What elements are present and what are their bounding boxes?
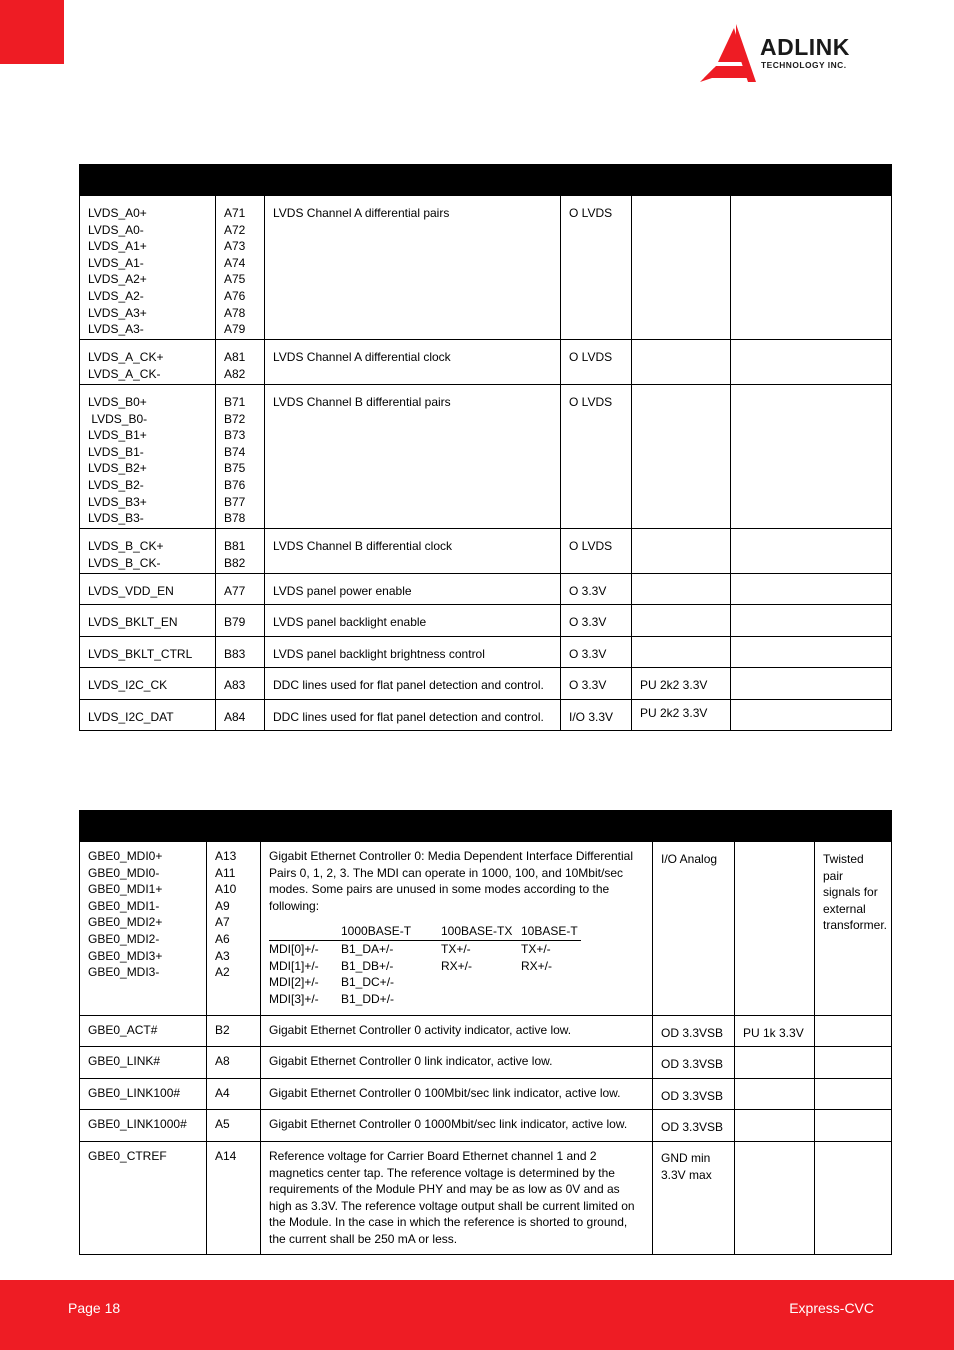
mdi-cell: B1_DA+/- xyxy=(341,941,394,956)
mdi-description: Gigabit Ethernet Controller 0: Media Dependent Interface Differential Pairs 0, 1, 2, 3. The MDI can operate in 1000, 100, and 10Mbit/sec modes. Some pairs are unused in some modes according to the following: xyxy=(269,849,633,913)
mdi-cell: MDI[0]+/- xyxy=(269,941,319,956)
signal-cell: LVDS_BKLT_EN xyxy=(80,605,216,637)
pu-pd-cell: PU 2k2 3.3V xyxy=(632,668,731,700)
pin-cell: A13 A11 A10 A9 A7 A6 A3 A2 xyxy=(207,842,261,1016)
io-cell: I/O Analog xyxy=(653,842,735,1016)
mdi-cell: MDI[1]+/- xyxy=(269,958,319,973)
mdi-cell xyxy=(521,991,581,1008)
pu-pd-cell xyxy=(632,637,731,668)
mdi-cell: B1_DD+/- xyxy=(341,991,395,1006)
mdi-cell: MDI[2]+/- xyxy=(269,975,319,990)
pu-pd-cell xyxy=(632,529,731,574)
mdi-header-10base: 10BASE-T xyxy=(521,923,581,941)
table-row xyxy=(80,842,892,1016)
io-cell: O LVDS xyxy=(561,529,632,574)
pu-pd-cell xyxy=(632,574,731,605)
lvds-signal-table xyxy=(79,164,892,731)
pin-cell: A81 A82 xyxy=(216,340,265,385)
io-cell: O LVDS xyxy=(561,385,632,529)
table-row xyxy=(80,668,892,700)
pin-cell: B71 B72 B73 B74 B75 B76 B77 B78 xyxy=(216,385,265,529)
io-cell: O LVDS xyxy=(561,196,632,340)
pin-cell: B2 xyxy=(207,1016,261,1047)
comment-cell xyxy=(815,1047,892,1079)
pin-cell: B83 xyxy=(216,637,265,668)
mdi-cell: RX+/- xyxy=(521,958,553,973)
mdi-cell xyxy=(441,974,521,991)
comment-cell xyxy=(731,605,892,637)
mdi-cell: B1_DB+/- xyxy=(341,958,394,973)
description-cell: LVDS Channel B differential pairs xyxy=(265,385,561,529)
mdi-cell xyxy=(521,974,581,991)
comment-cell xyxy=(731,340,892,385)
mdi-mode-table xyxy=(269,923,644,1007)
description-cell: DDC lines used for flat panel detection and control. xyxy=(265,668,561,700)
pu-pd-cell xyxy=(735,1110,815,1142)
io-cell: OD 3.3VSB xyxy=(653,1110,735,1142)
signal-cell: GBE0_MDI0+ GBE0_MDI0- GBE0_MDI1+ GBE0_MDI1- GBE0_MDI2+ GBE0_MDI2- GBE0_MDI3+ GBE0_MDI3- xyxy=(80,842,207,1016)
pin-cell: A83 xyxy=(216,668,265,700)
page-number: Page 18 xyxy=(68,1300,121,1316)
pin-cell: A84 xyxy=(216,700,265,731)
io-cell: O 3.3V xyxy=(561,668,632,700)
comment-cell: Twisted pair signals for external transformer. xyxy=(815,842,892,1016)
table-row xyxy=(80,637,892,668)
comment-cell xyxy=(731,574,892,605)
pu-pd-cell xyxy=(735,1047,815,1079)
pu-pd-cell: PU 2k2 3.3V xyxy=(632,700,731,731)
pu-pd-cell xyxy=(735,1079,815,1110)
signal-cell: GBE0_LINK100# xyxy=(80,1079,207,1110)
mdi-cell xyxy=(441,991,521,1008)
comment-cell xyxy=(815,1079,892,1110)
io-cell: OD 3.3VSB xyxy=(653,1079,735,1110)
adlink-triangle-icon xyxy=(700,24,756,84)
table-row xyxy=(80,529,892,574)
comment-cell xyxy=(815,1142,892,1255)
gbe-table-header xyxy=(80,811,892,842)
table-row xyxy=(80,605,892,637)
comment-cell xyxy=(731,700,892,731)
table-row xyxy=(80,385,892,529)
description-cell: Gigabit Ethernet Controller 0 1000Mbit/sec link indicator, active low. xyxy=(261,1110,653,1142)
table-row xyxy=(80,196,892,340)
pu-pd-cell xyxy=(632,340,731,385)
pin-cell: A4 xyxy=(207,1079,261,1110)
pin-cell: B81 B82 xyxy=(216,529,265,574)
pu-pd-cell xyxy=(632,196,731,340)
pin-cell: A5 xyxy=(207,1110,261,1142)
mdi-cell: TX+/- xyxy=(441,941,471,956)
table-row xyxy=(80,1016,892,1047)
page-footer xyxy=(0,1280,954,1350)
description-cell: Gigabit Ethernet Controller 0 activity indicator, active low. xyxy=(261,1016,653,1047)
table-row xyxy=(80,574,892,605)
pu-pd-cell xyxy=(632,605,731,637)
table-row xyxy=(80,1047,892,1079)
adlink-logo xyxy=(700,24,890,86)
pin-cell: A77 xyxy=(216,574,265,605)
lvds-table-header xyxy=(80,165,892,196)
signal-cell: GBE0_LINK# xyxy=(80,1047,207,1079)
mdi-header-1000base: 1000BASE-T xyxy=(341,923,441,941)
pu-pd-cell xyxy=(735,1142,815,1255)
mdi-header-blank xyxy=(269,923,341,941)
io-cell: O 3.3V xyxy=(561,605,632,637)
signal-cell: LVDS_B_CK+ LVDS_B_CK- xyxy=(80,529,216,574)
table-row xyxy=(80,1110,892,1142)
comment-cell xyxy=(731,196,892,340)
mdi-header-100base: 100BASE-TX xyxy=(441,923,521,941)
product-name: Express-CVC xyxy=(789,1300,874,1316)
mdi-cell: TX+/- xyxy=(521,941,551,956)
io-cell: O LVDS xyxy=(561,340,632,385)
signal-cell: GBE0_ACT# xyxy=(80,1016,207,1047)
io-cell: I/O 3.3V xyxy=(561,700,632,731)
io-cell: O 3.3V xyxy=(561,574,632,605)
signal-cell: LVDS_I2C_DAT xyxy=(80,700,216,731)
signal-cell: GBE0_CTREF xyxy=(80,1142,207,1255)
description-cell: LVDS panel power enable xyxy=(265,574,561,605)
description-cell: LVDS panel backlight enable xyxy=(265,605,561,637)
pin-cell: A71 A72 A73 A74 A75 A76 A78 A79 xyxy=(216,196,265,340)
corner-accent-block xyxy=(0,0,64,64)
mdi-cell: MDI[3]+/- xyxy=(269,991,319,1006)
description-cell xyxy=(261,842,653,1016)
signal-cell: LVDS_A_CK+ LVDS_A_CK- xyxy=(80,340,216,385)
comment-cell xyxy=(731,668,892,700)
signal-cell: LVDS_I2C_CK xyxy=(80,668,216,700)
pu-pd-cell xyxy=(735,842,815,1016)
mdi-cell: RX+/- xyxy=(441,958,473,973)
pu-pd-cell xyxy=(632,385,731,529)
description-cell: LVDS Channel A differential clock xyxy=(265,340,561,385)
description-cell: Gigabit Ethernet Controller 0 100Mbit/sec link indicator, active low. xyxy=(261,1079,653,1110)
signal-cell: LVDS_VDD_EN xyxy=(80,574,216,605)
logo-tagline: TECHNOLOGY INC. xyxy=(761,60,847,70)
pin-cell: A8 xyxy=(207,1047,261,1079)
io-cell: OD 3.3VSB xyxy=(653,1016,735,1047)
table-row xyxy=(80,700,892,731)
pin-cell: A14 xyxy=(207,1142,261,1255)
comment-cell xyxy=(731,385,892,529)
comment-cell xyxy=(731,637,892,668)
mdi-cell: B1_DC+/- xyxy=(341,975,395,990)
comment-cell xyxy=(815,1110,892,1142)
table-row xyxy=(80,340,892,385)
description-cell: Gigabit Ethernet Controller 0 link indicator, active low. xyxy=(261,1047,653,1079)
signal-cell: LVDS_A0+ LVDS_A0- LVDS_A1+ LVDS_A1- LVDS_A2+ LVDS_A2- LVDS_A3+ LVDS_A3- xyxy=(80,196,216,340)
table-row xyxy=(80,1079,892,1110)
comment-cell xyxy=(815,1016,892,1047)
description-cell: DDC lines used for flat panel detection and control. xyxy=(265,700,561,731)
description-cell: LVDS panel backlight brightness control xyxy=(265,637,561,668)
io-cell: O 3.3V xyxy=(561,637,632,668)
io-cell: GND min 3.3V max xyxy=(653,1142,735,1255)
table-row xyxy=(80,1142,892,1255)
pu-pd-cell: PU 1k 3.3V xyxy=(735,1016,815,1047)
pin-cell: B79 xyxy=(216,605,265,637)
signal-cell: LVDS_B0+ LVDS_B0- LVDS_B1+ LVDS_B1- LVDS_B2+ LVDS_B2- LVDS_B3+ LVDS_B3- xyxy=(80,385,216,529)
description-cell: LVDS Channel B differential clock xyxy=(265,529,561,574)
description-cell: Reference voltage for Carrier Board Ethernet channel 1 and 2 magnetics center tap. The reference voltage is determined by the requirements of the Module PHY and may be as low as 0V and as high as 3.3V. The reference voltage output shall be current limited on the Module. In the case in which the reference is shorted to ground, the current shall be 250 mA or less. xyxy=(261,1142,653,1255)
signal-cell: LVDS_BKLT_CTRL xyxy=(80,637,216,668)
description-cell: LVDS Channel A differential pairs xyxy=(265,196,561,340)
signal-cell: GBE0_LINK1000# xyxy=(80,1110,207,1142)
io-cell: OD 3.3VSB xyxy=(653,1047,735,1079)
logo-wordmark: ADLINK xyxy=(760,34,850,60)
comment-cell xyxy=(731,529,892,574)
gbe-signal-table xyxy=(79,810,892,1255)
